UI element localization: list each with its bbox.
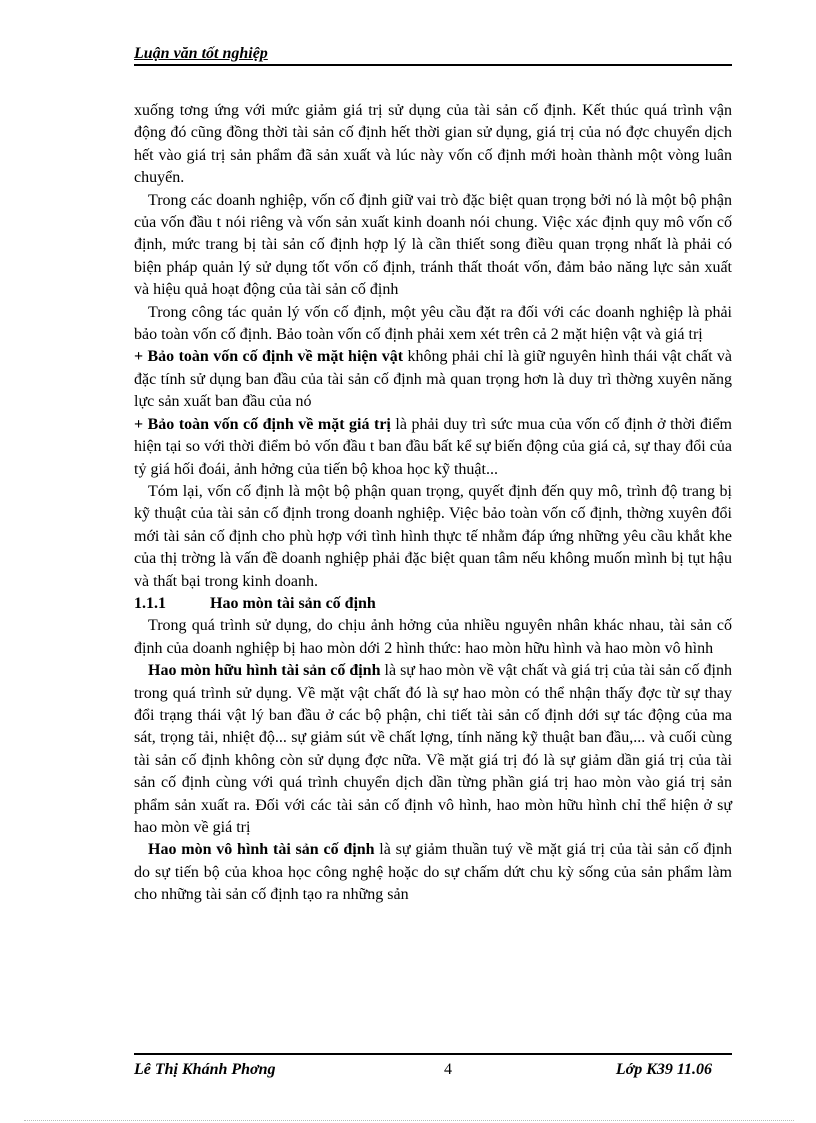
paragraph: + Bảo toàn vốn cố định về mặt giá trị là phải duy trì sức mua của vốn cố định ở thời điểm hiện tại so với thời điểm bỏ vốn đầu t ban đầu bất kể sự biến động của giá cả, sự thay đổi của tỷ giá hối đoái, ảnh hởng của tiến bộ khoa học kỹ thuật... xyxy=(134,415,732,478)
header-title: Luận văn tốt nghiệp xyxy=(134,45,268,62)
paragraph: Trong các doanh nghiệp, vốn cố định giữ vai trò đặc biệt quan trọng bởi nó là một bộ phận của vốn đầu t nói riêng và vốn sản xuất kinh doanh nói chung. Việc xác định quy mô vốn cố định, mức trang bị tài sản cố định hợp lý là cần thiết song điều quan trọng nhất là phải có biện pháp quản lý sử dụng tốt vốn cố định, tránh thất thoát vốn, đảm bảo năng lực sản xuất và hiệu quả hoạt động của tài sản cố định xyxy=(134,191,732,299)
bottom-divider xyxy=(24,1120,794,1121)
section-title: Hao mòn tài sản cố định xyxy=(210,594,376,612)
paragraph: Trong công tác quản lý vốn cố định, một yêu cầu đặt ra đối với các doanh nghiệp là phải bảo toàn vốn cố định. Bảo toàn vốn cố định phải xem xét trên cả 2 mặt hiện vật và giá trị xyxy=(134,303,732,344)
bold-lead: Hao mòn hữu hình tài sản cố định xyxy=(148,662,381,680)
page-number: 4 xyxy=(444,1061,452,1078)
paragraph: + Bảo toàn vốn cố định về mặt hiện vật không phải chỉ là giữ nguyên hình thái vật chất và đặc tính sử dụng ban đầu của tài sản cố định mà quan trọng hơn là duy trì thờng xuyên năng lực sản xuất ban đầu của nó xyxy=(134,348,732,411)
page-header xyxy=(134,44,732,66)
paragraph: Hao mòn hữu hình tài sản cố định là sự hao mòn về vật chất và giá trị của tài sản cố định trong quá trình sử dụng. Về mặt vật chất đó là sự hao mòn có thể nhận thấy đợc từ sự thay đổi trạng thái vật lý ban đầu ở các bộ phận, chi tiết tài sản cố định dới sự tác động của ma sát, trọng tải, nhiệt độ... sự giảm sút về chất lợng, tính năng kỹ thuật ban đầu,... và cuối cùng tài sản cố định không còn sử dụng đợc nữa. Về mặt giá trị đó là sự giảm dần giá trị của tài sản cố định cùng với quá trình chuyển dịch dần từng phần giá trị hao mòn vào giá trị sản phẩm sản xuất ra. Đối với các tài sản cố định vô hình, hao mòn hữu hình chỉ thể hiện ở sự hao mòn về giá trị xyxy=(134,662,732,836)
paragraph: Hao mòn vô hình tài sản cố định là sự giảm thuần tuý về mặt giá trị của tài sản cố định do sự tiến bộ của khoa học công nghệ hoặc do sự chấm dứt chu kỳ sống của sản phẩm làm cho những tài sản cố định tạo ra những sản xyxy=(134,841,733,904)
page-footer xyxy=(134,1053,732,1085)
bold-lead: Hao mòn vô hình tài sản cố định xyxy=(148,841,375,859)
document-body xyxy=(134,100,732,907)
bold-lead: + Bảo toàn vốn cố định về mặt hiện vật xyxy=(134,348,404,366)
section-heading xyxy=(134,593,732,615)
section-number: 1.1.1 xyxy=(134,594,166,612)
paragraph: Tóm lại, vốn cố định là một bộ phận quan trọng, quyết định đến quy mô, trình độ trang bị kỹ thuật của tài sản cố định trong doanh nghiệp. Việc bảo toàn vốn cố định, thờng xuyên đổi mới tài sản cố định cho phù hợp với tình hình thực tế nhằm đáp ứng những yêu cầu khắt khe của thị trờng là vấn đề doanh nghiệp phải đặc biệt quan tâm nếu không muốn mình bị tụt hậu và thất bại trong kinh doanh. xyxy=(134,482,732,590)
footer-author: Lê Thị Khánh Phơng xyxy=(134,1061,276,1078)
paragraph: xuống tơng ứng với mức giảm giá trị sử dụng của tài sản cố định. Kết thúc quá trình vận động đó cũng đồng thời tài sản cố định hết thời gian sử dụng, giá trị của nó đợc chuyển dịch hết vào giá trị sản phẩm đã sản xuất và lúc này vốn cố định mới hoàn thành một vòng luân chuyển. xyxy=(134,102,732,187)
paragraph: Trong quá trình sử dụng, do chịu ảnh hởng của nhiều nguyên nhân khác nhau, tài sản cố định của doanh nghiệp bị hao mòn dới 2 hình thức: hao mòn hữu hình và hao mòn vô hình xyxy=(134,617,732,657)
footer-class: Lớp K39 11.06 xyxy=(615,1061,712,1078)
bold-lead: + Bảo toàn vốn cố định về mặt giá trị xyxy=(134,415,391,433)
